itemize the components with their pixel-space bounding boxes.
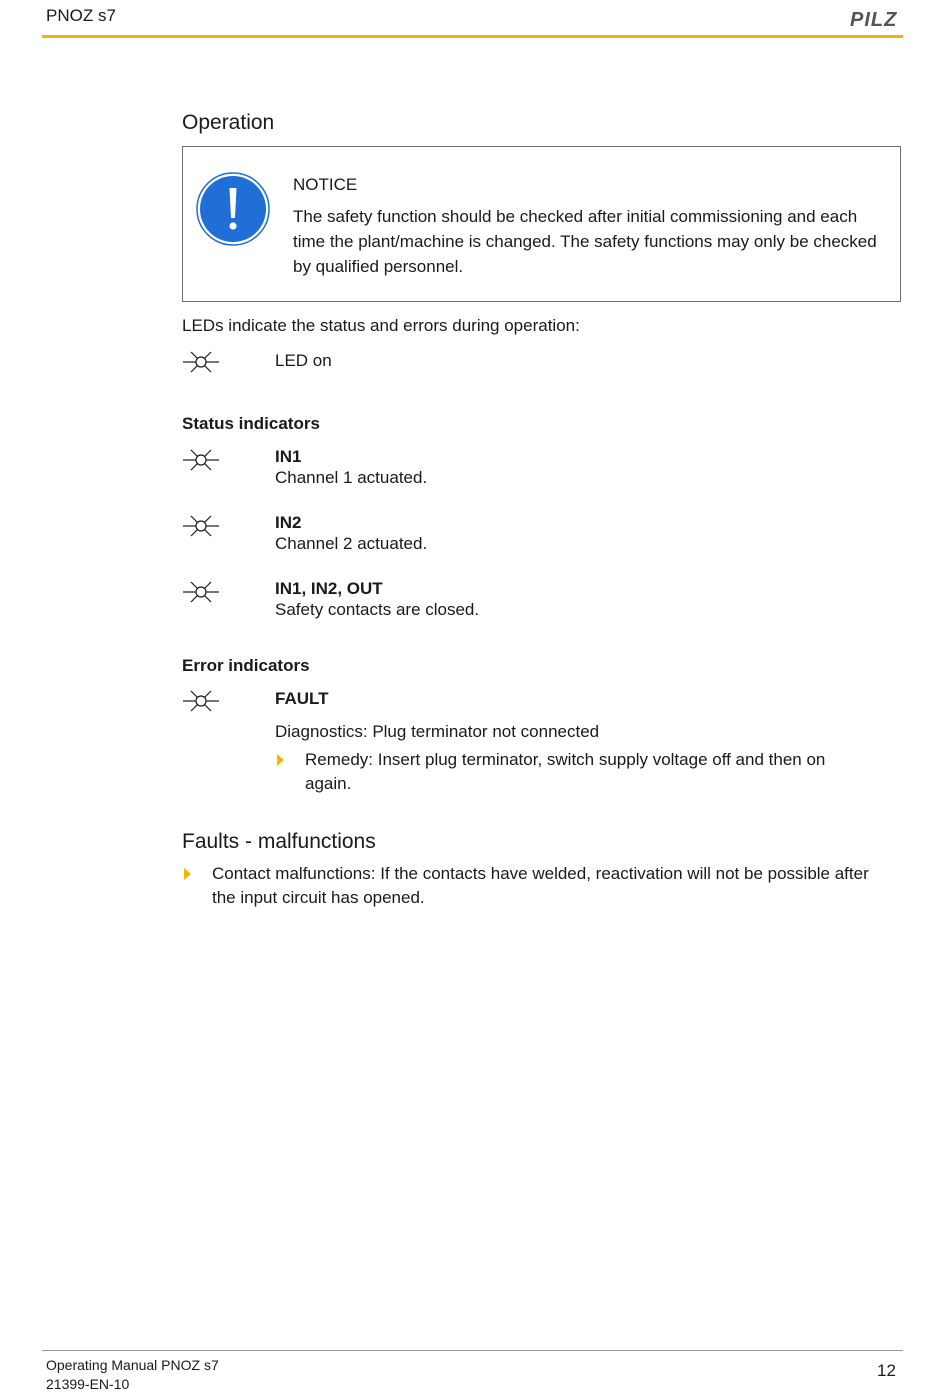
error-remedy-line1: Remedy: Insert plug terminator, switch supply voltage off and then on bbox=[305, 750, 826, 769]
page-number: 12 bbox=[877, 1361, 896, 1380]
error-remedy-line2: again. bbox=[305, 774, 352, 793]
error-item-name: FAULT bbox=[275, 689, 329, 708]
pilz-logo: PILZ bbox=[850, 9, 898, 31]
led-intro-text: LEDs indicate the status and errors during operation: bbox=[182, 316, 580, 335]
status-item-description: Safety contacts are closed. bbox=[275, 600, 480, 619]
bullet-arrow-icon bbox=[276, 753, 286, 767]
led-on-icon bbox=[183, 447, 219, 473]
section-heading-error: Error indicators bbox=[182, 656, 310, 675]
status-item-name: IN1, IN2, OUT bbox=[275, 579, 383, 598]
status-item-description: Channel 1 actuated. bbox=[275, 468, 428, 487]
led-on-icon bbox=[183, 513, 219, 539]
led-on-icon bbox=[183, 688, 219, 714]
document-title: PNOZ s7 bbox=[46, 6, 116, 25]
section-heading-faults: Faults - malfunctions bbox=[182, 830, 376, 853]
error-diagnostics: Diagnostics: Plug terminator not connected bbox=[275, 722, 600, 741]
legend-led-on-label: LED on bbox=[275, 351, 332, 370]
faults-text-line2: the input circuit has opened. bbox=[212, 888, 425, 907]
section-heading-status: Status indicators bbox=[182, 414, 320, 433]
faults-text-line1: Contact malfunctions: If the contacts have welded, reactivation will not be possible after bbox=[212, 864, 869, 883]
footer-manual-title: Operating Manual PNOZ s7 bbox=[46, 1357, 219, 1373]
led-on-icon bbox=[183, 349, 219, 375]
footer-rule bbox=[42, 1350, 903, 1351]
notice-text: The safety function should be checked after initial commissioning and each time the plant/machine is changed. The safety functions may only be checked by qualified personnel. bbox=[293, 207, 877, 276]
bullet-arrow-icon bbox=[183, 867, 193, 881]
exclamation-icon bbox=[196, 172, 270, 246]
section-heading-operation: Operation bbox=[182, 111, 275, 134]
status-item-name: IN2 bbox=[275, 513, 302, 532]
header-rule bbox=[42, 35, 903, 38]
status-item-description: Channel 2 actuated. bbox=[275, 534, 428, 553]
led-on-icon bbox=[183, 579, 219, 605]
notice-title: NOTICE bbox=[293, 175, 358, 194]
footer-doc-number: 21399-EN-10 bbox=[46, 1376, 130, 1392]
status-item-name: IN1 bbox=[275, 447, 302, 466]
